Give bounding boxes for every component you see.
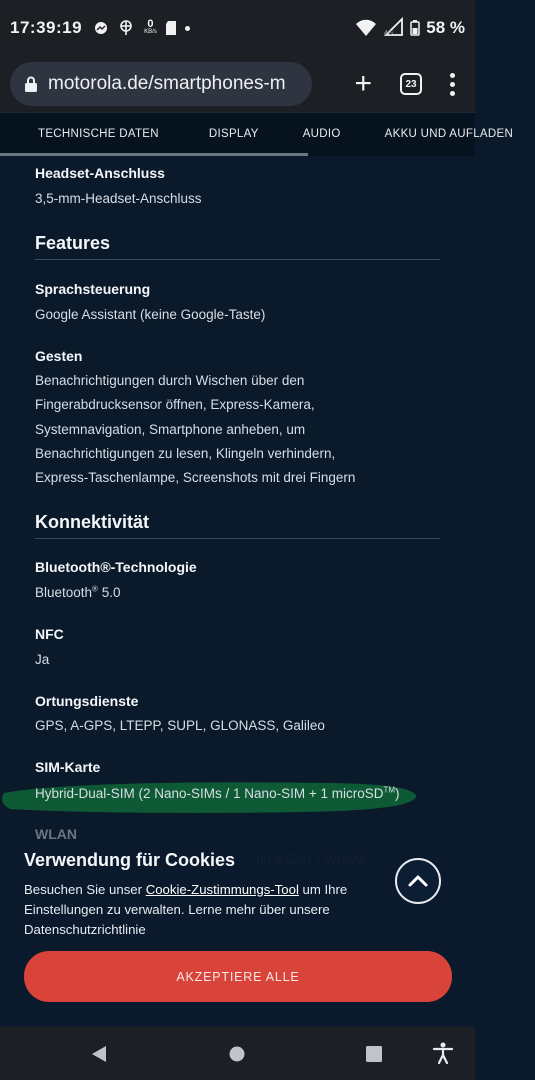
section-title-features: Features — [35, 233, 111, 253]
back-icon[interactable] — [90, 1045, 108, 1063]
overflow-menu-icon[interactable] — [450, 73, 455, 96]
wifi-icon — [356, 20, 376, 36]
recents-icon[interactable] — [366, 1046, 382, 1062]
spec-label-wlan: WLAN — [35, 826, 77, 842]
battery-percent: 58 % — [426, 18, 465, 37]
spec-value-headset: 3,5-mm-Headset-Anschluss — [35, 191, 202, 206]
clock: 17:39:19 — [10, 18, 83, 37]
home-icon[interactable] — [229, 1046, 245, 1062]
lock-icon — [24, 76, 38, 92]
tab-count: 23 — [405, 78, 417, 90]
spec-label-bluetooth: Bluetooth®-Technologie — [35, 559, 197, 575]
new-tab-button[interactable]: + — [354, 67, 372, 100]
status-bar — [0, 0, 475, 56]
spec-value-gestures: Benachrichtigungen durch Wischen über den Fingerabdrucksensor öffnen, Express-Kamera, Systemnavigation, Smartphone anheben, um Benachrichtigungen zu lesen, Klingeln verhindern, Express-Taschenlampe, Screenshots mit drei Fingern — [35, 373, 356, 486]
spec-label-nfc: NFC — [35, 626, 64, 642]
cookie-title: Verwendung für Cookies — [24, 850, 236, 870]
chevron-up-icon — [408, 874, 428, 888]
cell-signal-icon — [382, 19, 404, 37]
spec-value-voice: Google Assistant (keine Google-Taste) — [35, 307, 266, 322]
cookie-text: Besuchen Sie unser Cookie-Zustimmungs-Tool um Ihre Einstellungen zu verwalten. Lerne mehr über unsere Datenschutzrichtlinie — [24, 882, 348, 937]
spec-label-location: Ortungsdienste — [35, 693, 139, 709]
accept-all-cookies-button[interactable]: AKZEPTIERE ALLE — [24, 951, 452, 1002]
spec-label-gestures: Gesten — [35, 348, 83, 364]
spec-label-sim: SIM-Karte — [35, 759, 101, 775]
messenger-icon — [94, 21, 108, 35]
tab-switcher-button[interactable] — [400, 73, 422, 95]
section-title-connectivity: Konnektivität — [35, 512, 150, 532]
tab-display[interactable]: DISPLAY — [208, 128, 259, 140]
notification-dot-icon — [185, 26, 190, 31]
spec-value-location: GPS, A-GPS, LTEPP, SUPL, GLONASS, Galileo — [35, 718, 325, 733]
network-speed: 0 KB/s — [144, 18, 157, 35]
vpn-key-icon — [117, 20, 135, 36]
divider — [35, 259, 440, 260]
svg-text:4G: 4G — [384, 30, 394, 37]
browser-toolbar — [0, 56, 475, 112]
tab-technische-daten[interactable]: TECHNISCHE DATEN — [38, 128, 159, 140]
system-nav-bar — [0, 1027, 475, 1080]
scroll-to-top-button[interactable] — [395, 858, 441, 904]
tab-akku[interactable]: AKKU UND AUFLADEN — [384, 128, 514, 140]
battery-icon — [410, 20, 420, 36]
accessibility-icon[interactable] — [432, 1042, 454, 1064]
cookie-tool-link[interactable]: Cookie-Zustimmungs-Tool — [145, 882, 299, 897]
tab-audio[interactable]: AUDIO — [302, 128, 341, 140]
spec-value-nfc: Ja — [35, 652, 50, 667]
spec-label-voice: Sprachsteuerung — [35, 281, 151, 297]
address-bar[interactable] — [10, 62, 312, 106]
spec-tab-nav — [0, 112, 514, 156]
spec-value-sim: Hybrid-Dual-SIM (2 Nano-SIMs / 1 Nano-SIM + 1 microSD™) — [35, 785, 400, 801]
spec-value-bluetooth: Bluetooth® 5.0 — [35, 584, 121, 600]
url-text: motorola.de/smartphones-m — [48, 73, 286, 94]
sd-card-icon — [166, 21, 176, 35]
divider — [35, 538, 440, 539]
spec-label-headset: Headset-Anschluss — [35, 165, 165, 181]
